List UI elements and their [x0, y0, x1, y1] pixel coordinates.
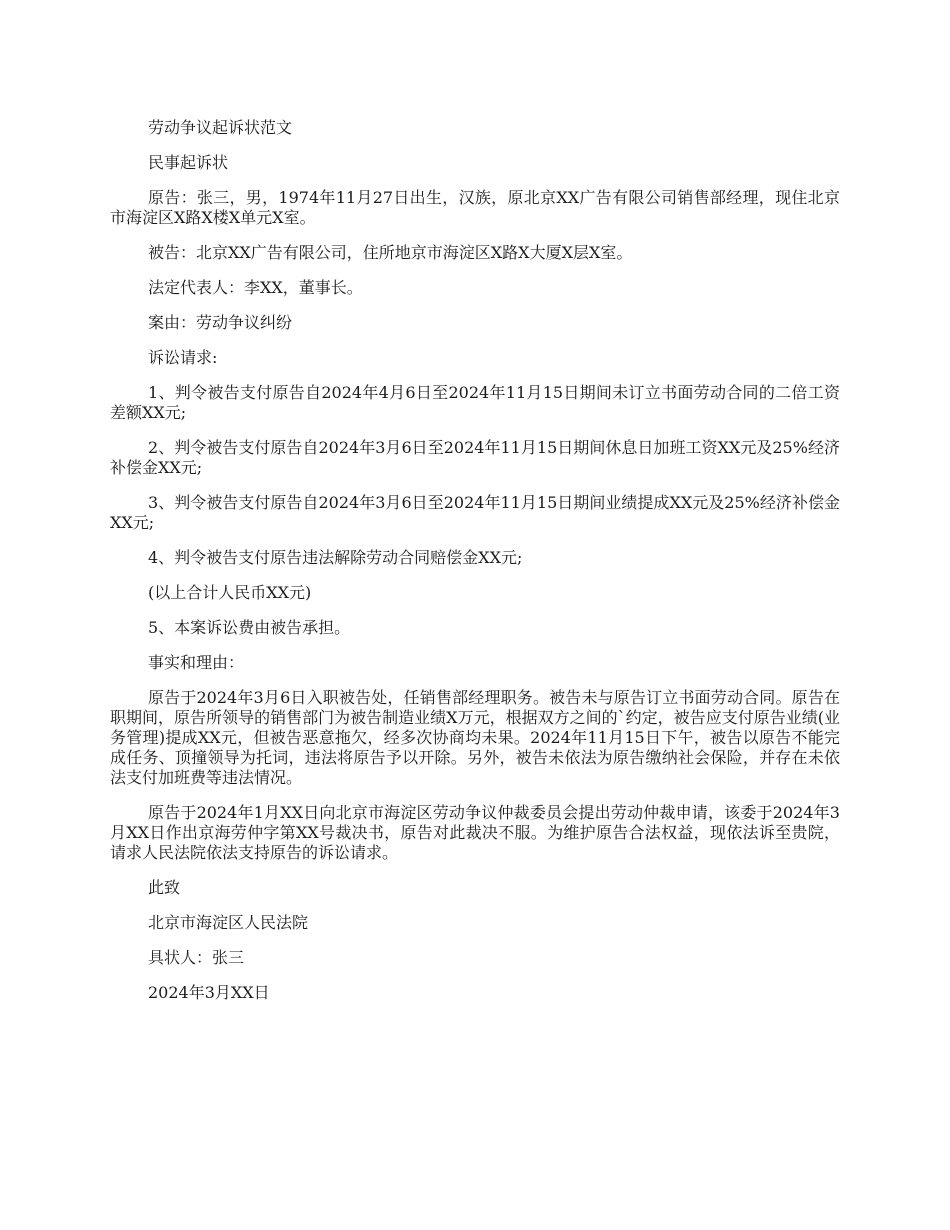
salutation: 此致 — [148, 878, 181, 897]
doc-date: 2024年3月XX日 — [148, 983, 270, 1002]
claims-heading: 诉讼请求: — [148, 348, 218, 367]
facts-paragraph-2: 原告于2024年1月XX日向北京市海淀区劳动争议仲裁委员会提出劳动仲裁申请，该委于2024年3月XX日作出京海劳仲字第XX号裁决书，原告对此裁决不服。为维护原告合法权益，现依法诉至贵院，请求人民法院依法支持原告的诉讼请求。 — [110, 803, 840, 862]
facts-heading: 事实和理由： — [148, 653, 245, 672]
claim-item-2: 2、判令被告支付原告自2024年3月6日至2024年11月15日期间休息日加班工资XX元及25%经济补偿金XX元; — [110, 438, 840, 477]
doc-title: 劳动争议起诉状范文 — [148, 118, 293, 137]
court-name: 北京市海淀区人民法院 — [148, 913, 309, 932]
claim-item-4: 4、判令被告支付原告违法解除劳动合同赔偿金XX元; — [148, 548, 523, 567]
defendant-info: 被告：北京XX广告有限公司，住所地京市海淀区X路X大厦X层X室。 — [148, 243, 633, 262]
claim-item-3: 3、判令被告支付原告自2024年3月6日至2024年11月15日期间业绩提成XX元及25%经济补偿金XX元; — [110, 493, 840, 532]
claims-total: (以上合计人民币XX元) — [148, 583, 312, 602]
signatory: 具状人：张三 — [148, 948, 245, 967]
document-page — [110, 118, 840, 1003]
claim-item-1: 1、判令被告支付原告自2024年4月6日至2024年11月15日期间未订立书面劳动合同的二倍工资差额XX元; — [110, 383, 840, 422]
legal-representative: 法定代表人：李XX，董事长。 — [148, 278, 363, 297]
doc-subtitle: 民事起诉状 — [148, 153, 229, 172]
facts-paragraph-1: 原告于2024年3月6日入职被告处，任销售部经理职务。被告未与原告订立书面劳动合同。原告在职期间，原告所领导的销售部门为被告制造业绩X万元，根据双方之间的`约定，被告应支付原告业绩(业务管理)提成XX元，但被告恶意拖欠，经多次协商均未果。2024年11月15日下午，被告以原告不能完成任务、顶撞领导为托词，违法将原告予以开除。另外，被告未依法为原告缴纳社会保险，并存在未依法支付加班费等违法情况。 — [110, 688, 840, 787]
case-cause: 案由：劳动争议纠纷 — [148, 313, 293, 332]
plaintiff-info: 原告：张三，男，1974年11月27日出生，汉族，原北京XX广告有限公司销售部经理，现住北京市海淀区X路X楼X单元X室。 — [110, 188, 840, 227]
claim-item-5: 5、本案诉讼费由被告承担。 — [148, 618, 351, 637]
